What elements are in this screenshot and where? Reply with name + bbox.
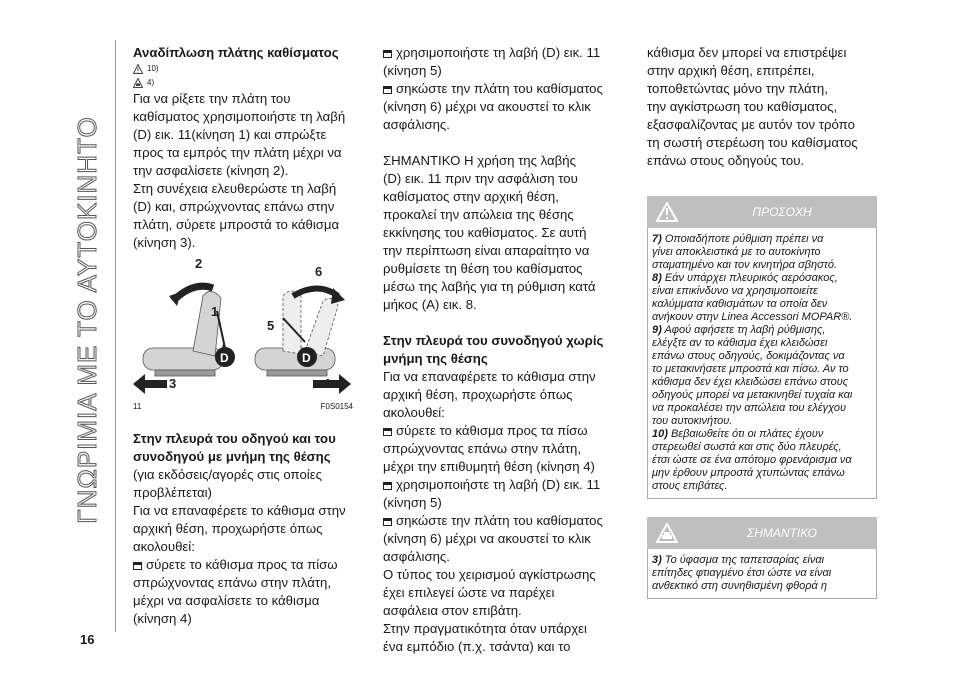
warning-line: το μετακινήσετε μπροστά και πίσω. Αν το xyxy=(652,363,849,375)
figure-label-3: 3 xyxy=(169,376,177,391)
warning-triangle-icon xyxy=(647,196,687,228)
text-line: ακολουθεί: xyxy=(133,539,195,554)
text-line: την αγκίστρωση του καθίσματος, xyxy=(647,99,838,114)
warning-box-header xyxy=(647,196,877,228)
figure-label-d: D xyxy=(220,351,229,365)
bullet-icon xyxy=(383,86,392,94)
figure-label-5: 5 xyxy=(267,318,275,333)
car-notice-icon xyxy=(133,78,143,88)
text-line: (για εκδόσεις/αγορές στις οποίες xyxy=(133,467,322,482)
text-line: ασφάλισης. xyxy=(383,117,450,132)
text-line: Στη συνέχεια ελευθερώστε τη λαβή xyxy=(133,181,337,196)
text-line: προβλέπεται) xyxy=(133,485,212,500)
text-line: (κίνηση 5) xyxy=(383,63,442,78)
text-line: (κίνηση 6) μέχρι να ακουστεί το κλικ xyxy=(383,531,591,546)
warning-line: επάνω στους οδηγούς, δοκιμάζοντας να xyxy=(652,350,845,362)
text-line: πλάτη, σύρετε μπροστά το κάθισμα xyxy=(133,217,340,232)
column-3 xyxy=(647,44,877,599)
note-line: ρυθμίσετε τη θέση του καθίσματος xyxy=(383,261,583,276)
notice-ref-label: 4) xyxy=(147,78,155,87)
text-line: κάθισμα δεν μπορεί να επιστρέψει xyxy=(647,45,847,60)
bullet-icon xyxy=(383,518,392,526)
note-line: προκαλεί την απώλεια της θέσης xyxy=(383,207,574,222)
bullet-icon xyxy=(383,482,392,490)
bullet-icon xyxy=(383,50,392,58)
text-line: προς τα εμπρός την πλάτη μέχρι να xyxy=(133,145,342,160)
warning-box xyxy=(647,196,877,499)
bullet-icon xyxy=(133,562,142,570)
bullet-item: σηκώστε την πλάτη του καθίσματος xyxy=(383,80,613,98)
figure-label-6: 6 xyxy=(315,264,323,279)
notice-box-body xyxy=(647,549,877,599)
bullet-icon xyxy=(383,428,392,436)
vertical-divider xyxy=(115,40,116,632)
figure-caption xyxy=(133,398,353,416)
note-line: καθίσματος στην αρχική θέση, xyxy=(383,189,559,204)
seat-figure xyxy=(133,256,353,396)
text-line: (κίνηση 6) μέχρι να ακουστεί το κλικ xyxy=(383,99,591,114)
page-number: 16 xyxy=(80,632,95,647)
note-line: μήκος (A) εικ. 8. xyxy=(383,297,477,312)
text-line: Για να επαναφέρετε το κάθισμα στην xyxy=(133,503,346,518)
warning-line: μην έρθουν μπροστά χτυπώντας επάνω xyxy=(652,467,845,479)
text-line: μέχρι να ασφαλίσετε το κάθισμα xyxy=(133,593,320,608)
warning-line: ελέγξτε αν το κάθισμα έχει κλειδώσει xyxy=(652,337,828,349)
column-1 xyxy=(133,44,353,628)
column-2 xyxy=(383,44,613,656)
text-line: επάνω στους οδηγούς του. xyxy=(647,153,805,168)
warning-line: του αυτοκινήτου. xyxy=(652,415,733,427)
text-line: (κίνηση 4) xyxy=(133,611,192,626)
text-line: Ο τύπος του χειρισμού αγκίστρωσης xyxy=(383,567,596,582)
notice-item: 3) Το ύφασμα της ταπετσαρίας είναι xyxy=(652,554,825,566)
figure-label-2: 2 xyxy=(195,256,203,271)
figure-code: F0S0154 xyxy=(320,402,353,411)
text-line: αρχική θέση, προχωρήστε όπως xyxy=(133,521,323,536)
text-line: (κίνηση 3). xyxy=(133,235,196,250)
warning-line: γίνει αποκλειστικά με το αυτοκίνητο xyxy=(652,246,821,258)
seat-illustration xyxy=(133,256,353,396)
warning-line: έτσι ώστε σε ένα απότομο φρενάρισμα να xyxy=(652,454,852,466)
notice-ref xyxy=(133,76,353,90)
bullet-item: σηκώστε την πλάτη του καθίσματος xyxy=(383,512,613,530)
warning-line: οδηγούς μπορεί να μετακινηθεί τυχαία και xyxy=(652,389,853,401)
text-line: στην αρχική θέση, επιτρέπει, xyxy=(647,63,815,78)
text-line: σπρώχνοντας επάνω στην πλάτη, xyxy=(383,441,582,456)
warning-item: 8) Εάν υπάρχει πλευρικός αερόσακος, xyxy=(652,272,838,284)
warning-item: 10) Βεβαιωθείτε ότι οι πλάτες έχουν xyxy=(652,428,824,440)
note-line: ΣΗΜΑΝΤΙΚΟ Η χρήση της λαβής xyxy=(383,153,576,168)
text-line: μέχρι την επιθυμητή θέση (κίνηση 4) xyxy=(383,459,595,474)
heading-passenger-no-memory: μνήμη της θέσης xyxy=(383,351,488,366)
text-line: (D) και, σπρώχνοντας επάνω στην xyxy=(133,199,335,214)
note-line: την περίπτωση είναι απαραίτητο να xyxy=(383,243,590,258)
warning-line: σταματημένο και τον κινητήρα σβηστό. xyxy=(652,259,838,271)
note-line: (D) εικ. 11 πριν την ασφάλιση του xyxy=(383,171,578,186)
notice-box-header xyxy=(647,517,877,549)
bullet-item: χρησιμοποιήστε τη λαβή (D) εικ. 11 xyxy=(383,476,613,494)
heading-passenger-no-memory: Στην πλευρά του συνοδηγού χωρίς xyxy=(383,333,604,348)
warning-title: ΠΡΟΣΟΧΗ xyxy=(752,205,812,219)
text-line: Για να επαναφέρετε το κάθισμα στην xyxy=(383,369,596,384)
warning-line: ανήκουν στην Linea Accessori MOPAR®. xyxy=(652,311,853,323)
warning-ref-label: 10) xyxy=(147,64,159,73)
text-line: καθίσματος χρησιμοποιήστε τη λαβή xyxy=(133,109,346,124)
text-line: έχει επιλεγεί ώστε να παρέχει xyxy=(383,585,555,600)
text-line: την ασφαλίσετε (κίνηση 2). xyxy=(133,163,289,178)
figure-label-d: D xyxy=(302,351,311,365)
note-line: μέσω της λαβής για τη ρύθμιση κατά xyxy=(383,279,596,294)
warning-item: 9) Αφού αφήσετε τη λαβή ρύθμισης, xyxy=(652,324,826,336)
text-line: αρχική θέση, προχωρήστε όπως xyxy=(383,387,573,402)
text-line: (κίνηση 5) xyxy=(383,495,442,510)
warning-triangle-icon xyxy=(133,64,143,74)
figure-label-1: 1 xyxy=(211,304,219,319)
warning-line: στους επιβάτες. xyxy=(652,480,728,492)
notice-box xyxy=(647,517,877,599)
bullet-item: χρησιμοποιήστε τη λαβή (D) εικ. 11 xyxy=(383,44,613,62)
warning-item: 7) Οποιαδήποτε ρύθμιση πρέπει να xyxy=(652,233,824,245)
bullet-item: σύρετε το κάθισμα προς τα πίσω xyxy=(383,422,613,440)
text-line: (D) εικ. 11(κίνηση 1) και σπρώξτε xyxy=(133,127,327,142)
warning-line: να προκαλέσει την απώλεια του ελέγχου xyxy=(652,402,847,414)
notice-line: ανθεκτικό στη συνηθισμένη φθορά η xyxy=(652,580,827,592)
text-line: τοποθετώντας μόνο την πλάτη, xyxy=(647,81,828,96)
text-line: ασφάλεια στον επιβάτη. xyxy=(383,603,522,618)
car-notice-icon xyxy=(647,517,687,549)
text-line: εξασφαλίζοντας με αυτόν τον τρόπο xyxy=(647,117,855,132)
text-line: τη σωστή στερέωση του καθίσματος xyxy=(647,135,858,150)
text-line: Για να ρίξετε την πλάτη του xyxy=(133,91,291,106)
text-line: ένα εμπόδιο (π.χ. τσάντα) και το xyxy=(383,639,571,654)
text-line: Στην πραγματικότητα όταν υπάρχει xyxy=(383,621,587,636)
text-line: σπρώχνοντας επάνω στην πλάτη, xyxy=(133,575,332,590)
warning-line: κάθισμα δεν έχει κλειδώσει επάνω στους xyxy=(652,376,849,388)
heading-memory-driver: Στην πλευρά του οδηγού και του xyxy=(133,431,336,446)
warning-ref xyxy=(133,62,353,76)
text-line: ακολουθεί: xyxy=(383,405,445,420)
note-line: εκκίνησης του καθίσματος. Σε αυτή xyxy=(383,225,587,240)
warning-box-body xyxy=(647,228,877,499)
warning-line: είναι επικίνδυνο να χρησιμοποιείτε xyxy=(652,285,818,297)
text-line: ασφάλισης. xyxy=(383,549,450,564)
heading-memory-driver: συνοδηγού με μνήμη της θέσης xyxy=(133,449,331,464)
warning-line: στερεωθεί σωστά και στις δύο πλευρές, xyxy=(652,441,842,453)
bullet-item: σύρετε το κάθισμα προς τα πίσω xyxy=(133,556,353,574)
notice-title: ΣΗΜΑΝΤΙΚΟ xyxy=(747,526,817,540)
warning-line: καλύμματα καθισμάτων τα οποία δεν xyxy=(652,298,828,310)
figure-label-4: 4 xyxy=(323,376,331,391)
notice-line: επίτηδες φτιαγμένο έτσι ώστε να είναι xyxy=(652,567,832,579)
figure-number: 11 xyxy=(133,402,142,411)
instruction-paragraph xyxy=(133,90,353,252)
heading-seat-fold: Αναδίπλωση πλάτης καθίσματος xyxy=(133,45,339,60)
section-side-title: ΓΝΩΡΙΜΙΑ ΜΕ ΤΟ ΑΥΤΟΚΙΝΗΤΟ xyxy=(72,116,102,524)
